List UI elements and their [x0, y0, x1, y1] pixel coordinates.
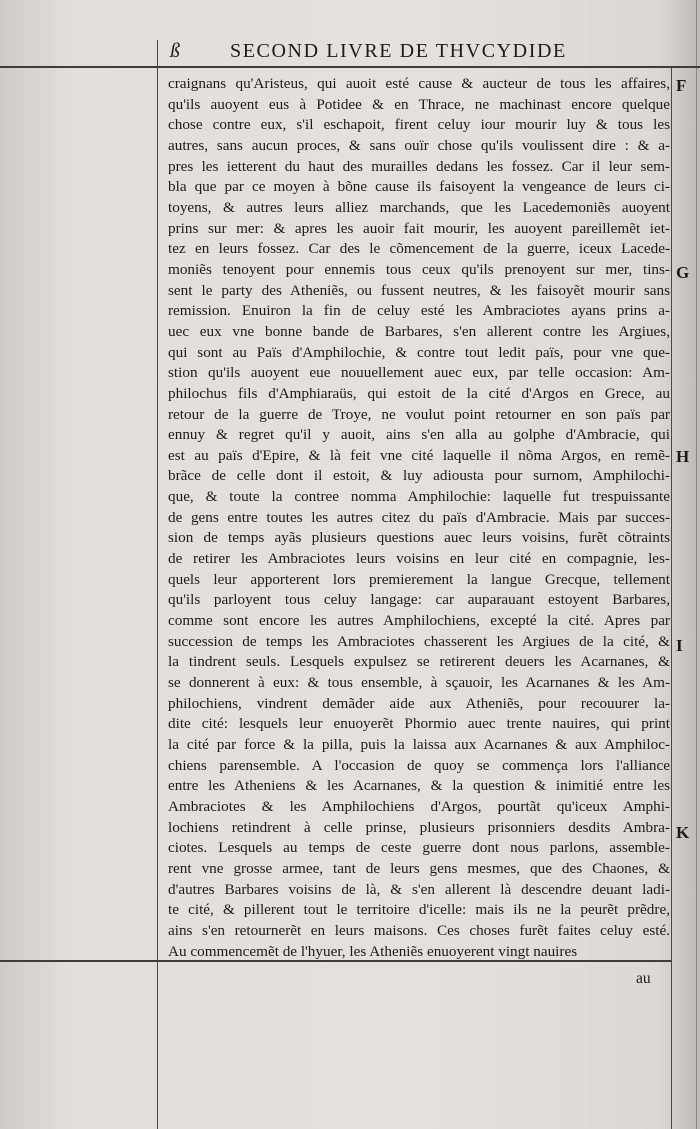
header-rule: [0, 66, 700, 68]
text-line: remission. Enuiron la fin de celuy esté les Ambraciotes ayans prins a-: [168, 302, 670, 320]
body-text: [168, 74, 670, 962]
left-margin-rule: [157, 40, 158, 1129]
text-line: de retirer les Ambraciotes leurs voisins en leur cité en compagnie, les-: [168, 550, 670, 568]
text-line: sion de temps ayãs plusieurs questions auec leurs voisins, furẽt cõtraints: [168, 529, 670, 547]
text-line: Au commencemẽt de l'hyuer, les Atheniẽs enuoyerent vingt nauires: [168, 942, 578, 960]
text-line: craignans qu'Aristeus, qui auoit esté cause & aucteur de tous les affaires,: [168, 75, 670, 92]
text-line: te cité, & pillerent tout le territoire d'icelle: mais ils ne la peurẽt prẽdre,: [168, 901, 670, 919]
text-line: brãce de celle dont il estoit, & luy adiousta pour surnom, Amphilochi-: [168, 467, 670, 485]
margin-letter-k: K: [676, 823, 690, 842]
text-line: rent vne grosse armee, tant de leurs gens mesmes, que des Chaones, &: [168, 859, 670, 877]
text-line: la tindrent seuls. Lesquels expulsez se retirerent deuers les Acarnanes, &: [168, 653, 670, 671]
text-line: de gens entre toutes les autres citez du païs d'Ambracie. Mais par succes-: [168, 508, 670, 526]
margin-letter-g: G: [676, 263, 690, 282]
text-line: ains s'en retournerẽt en leurs maisons. Ces choses furẽt faites celuy esté.: [168, 921, 670, 939]
text-line: philochus fils d'Amphiaraüs, qui estoit de la cité d'Argos en Grece, au: [168, 384, 670, 402]
margin-letter-i: I: [676, 636, 683, 655]
text-line: bla que par ce moyen à bõne cause ils faisoyent la vengeance de leurs ci-: [168, 178, 670, 196]
outer-edge-rule: [696, 0, 697, 1129]
text-line: qu'ils auoyent eus à Potidee & en Thrace, ne machinast encore quelque: [168, 95, 670, 113]
text-line: pres les ietterent du haut des murailles dedans les fossez. Car il leur sem-: [168, 157, 670, 175]
text-line: la cité par force & la pilla, puis la laissa aux Acarnanes & aux Amphiloc-: [168, 736, 670, 753]
text-line: qu'ils parloyent tous celuy langage: car auparauant estoyent Barbares,: [168, 591, 670, 609]
text-line: retour de la guerre de Troye, ne voulut point retourner en son païs par: [168, 405, 670, 423]
text-line: philochiens, vindrent demãder aide aux Atheniẽs, pour recouurer la-: [168, 694, 670, 712]
running-head-title: SECOND LIVRE DE THVCYDIDE: [230, 40, 567, 62]
text-line: dite cité: lesquels leur enuoyerẽt Phormio auec trente nauires, qui print: [168, 715, 670, 733]
text-line: ciotes. Lesquels au temps de ceste guerre dont nous parlons, assemble-: [168, 839, 670, 857]
text-line: uec eux vne bonne bande de Barbares, s'en allerent contre les Argiues,: [168, 322, 670, 340]
text-line: se donnerent à eux: & tous ensemble, à sçauoir, les Acarnanes & les Am-: [168, 674, 670, 692]
text-line: que, & toute la contree nomma Amphilochie: laquelle fut trespuissante: [168, 488, 670, 506]
text-line: d'autres Barbares voisins de là, & s'en allerent là descendre deuant ladi-: [168, 880, 670, 898]
running-head: [170, 38, 680, 66]
text-line: ennuy & regret qu'il y auoit, ains s'en alla au golphe d'Ambracie, qui: [168, 426, 670, 444]
margin-letter-h: H: [676, 447, 690, 466]
text-line: toyens, & autres leurs alliez marchands, que les Lacedemoniẽs auoyent: [168, 198, 670, 216]
text-line: stion qu'ils auoyent eue nouuellement auec eux, par telle occasion: Am-: [168, 364, 670, 382]
right-margin-rule: [671, 68, 672, 1129]
text-line: comme sont encore les autres Amphilochiens, excepté la cité. Apres par: [168, 612, 670, 630]
text-line: Ambraciotes & les Amphilochiens d'Argos, pourtãt qu'iceux Amphi-: [168, 797, 670, 815]
text-line: sent le party des Atheniẽs, ou fussent neutres, & les faisoyẽt mourir sans: [168, 281, 670, 299]
text-line: chiens parensemble. A l'occasion de quoy se commença lors l'alliance: [168, 756, 670, 774]
catchword: au: [636, 970, 651, 987]
text-line: qui sont au Païs d'Amphilochie, & contre tout ledit païs, pour vne que-: [168, 343, 670, 361]
text-line: tez en leurs fossez. Car des le cõmencement de la guerre, iceux Lacede-: [168, 240, 670, 258]
text-line: moniẽs tenoyent pour ennemis tous ceux qu'ils prenoyent sur mer, tins-: [168, 260, 670, 278]
folio-mark: ß: [170, 40, 180, 62]
text-line: prins sur mer: & apres les auoir fait mourir, les auoyent pareillemẽt iet-: [168, 219, 670, 237]
text-line: autres, sans aucun proces, & sans ouïr chose qu'ils voulissent dire : & a-: [168, 136, 670, 154]
margin-letter-f: F: [676, 76, 687, 95]
text-line: lochiens retindrent à celle prinse, plusieurs prisonniers desdits Ambra-: [168, 818, 670, 836]
text-line: chose contre eux, s'il eschapoit, firent celuy iour mourir luy & tous les: [168, 116, 670, 134]
text-line: entre les Atheniens & les Acarnanes, & la question & inimitié entre les: [168, 777, 670, 795]
text-line: succession de temps les Ambraciotes chasserent les Argiues de la cité, &: [168, 632, 670, 650]
text-line: est au païs d'Epire, & là feit vne cité laquelle il nõma Argos, en remẽ-: [168, 446, 670, 464]
text-line: quels leur apporterent lors premierement la langue Grecque, tellement: [168, 570, 670, 588]
